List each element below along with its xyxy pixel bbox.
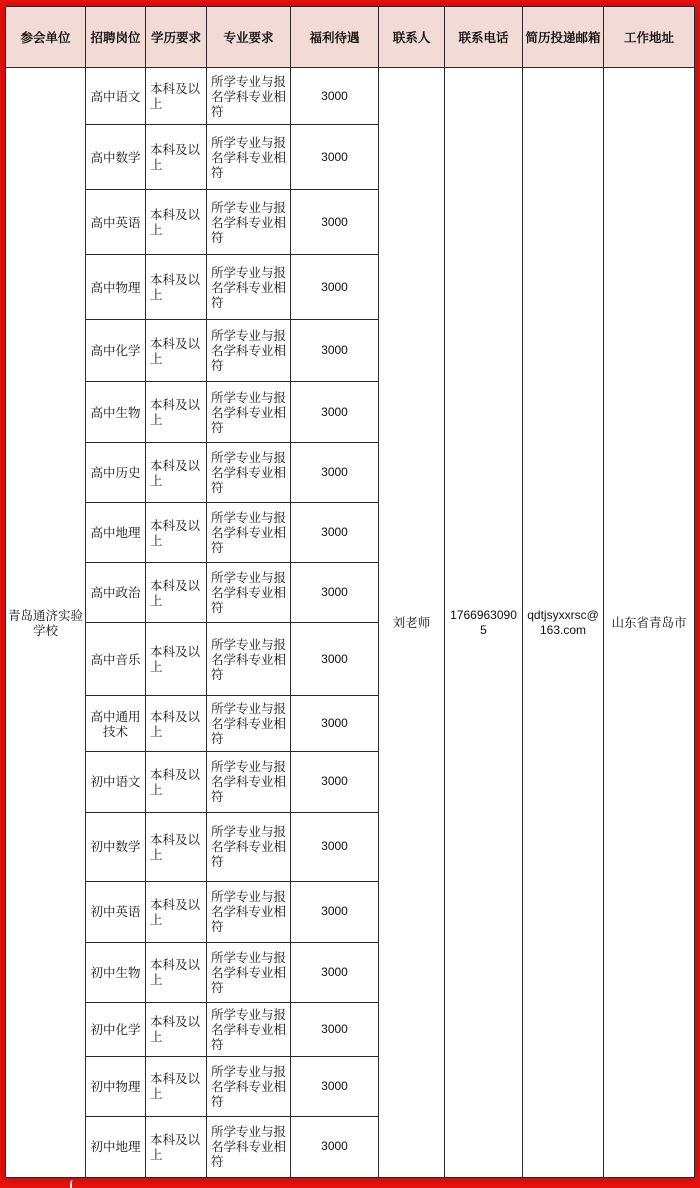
header-unit: 参会单位	[6, 7, 86, 68]
address-cell: 山东省青岛市	[604, 68, 695, 1178]
salary-cell: 3000	[291, 1002, 379, 1056]
major-cell: 所学专业与报名学科专业相符	[207, 1116, 291, 1177]
header-position: 招聘岗位	[86, 7, 146, 68]
major-cell: 所学专业与报名学科专业相符	[207, 125, 291, 190]
header-contact: 联系人	[379, 7, 445, 68]
salary-cell: 3000	[291, 68, 379, 125]
education-cell: 本科及以上	[146, 255, 207, 320]
salary-cell: 3000	[291, 1116, 379, 1177]
position-cell: 初中地理	[86, 1116, 146, 1177]
salary-cell: 3000	[291, 125, 379, 190]
decorative-mark	[70, 1180, 75, 1188]
salary-cell: 3000	[291, 190, 379, 255]
salary-cell: 3000	[291, 751, 379, 812]
major-cell: 所学专业与报名学科专业相符	[207, 623, 291, 696]
position-cell: 初中物理	[86, 1056, 146, 1116]
position-cell: 高中数学	[86, 125, 146, 190]
table-body	[6, 68, 695, 1178]
salary-cell: 3000	[291, 382, 379, 443]
salary-cell: 3000	[291, 320, 379, 382]
header-education: 学历要求	[146, 7, 207, 68]
recruitment-sheet	[5, 6, 694, 1178]
major-cell: 所学专业与报名学科专业相符	[207, 812, 291, 881]
education-cell: 本科及以上	[146, 443, 207, 503]
major-cell: 所学专业与报名学科专业相符	[207, 1002, 291, 1056]
position-cell: 高中历史	[86, 443, 146, 503]
education-cell: 本科及以上	[146, 125, 207, 190]
position-cell: 高中化学	[86, 320, 146, 382]
major-cell: 所学专业与报名学科专业相符	[207, 382, 291, 443]
position-cell: 初中语文	[86, 751, 146, 812]
position-cell: 高中地理	[86, 503, 146, 563]
education-cell: 本科及以上	[146, 320, 207, 382]
education-cell: 本科及以上	[146, 1056, 207, 1116]
education-cell: 本科及以上	[146, 503, 207, 563]
header-salary: 福利待遇	[291, 7, 379, 68]
salary-cell: 3000	[291, 623, 379, 696]
salary-cell: 3000	[291, 696, 379, 751]
major-cell: 所学专业与报名学科专业相符	[207, 1056, 291, 1116]
major-cell: 所学专业与报名学科专业相符	[207, 443, 291, 503]
education-cell: 本科及以上	[146, 1002, 207, 1056]
position-cell: 初中生物	[86, 942, 146, 1002]
salary-cell: 3000	[291, 812, 379, 881]
major-cell: 所学专业与报名学科专业相符	[207, 881, 291, 942]
major-cell: 所学专业与报名学科专业相符	[207, 255, 291, 320]
major-cell: 所学专业与报名学科专业相符	[207, 942, 291, 1002]
major-cell: 所学专业与报名学科专业相符	[207, 190, 291, 255]
position-cell: 高中通用技术	[86, 696, 146, 751]
header-email: 简历投递邮箱	[523, 7, 604, 68]
contact-cell: 刘老师	[379, 68, 445, 1178]
education-cell: 本科及以上	[146, 68, 207, 125]
major-cell: 所学专业与报名学科专业相符	[207, 503, 291, 563]
education-cell: 本科及以上	[146, 563, 207, 623]
position-cell: 高中英语	[86, 190, 146, 255]
header-row	[6, 7, 695, 68]
major-cell: 所学专业与报名学科专业相符	[207, 751, 291, 812]
email-cell[interactable]: qdtjsyxxrsc@163.com	[523, 68, 604, 1178]
header-major: 专业要求	[207, 7, 291, 68]
education-cell: 本科及以上	[146, 751, 207, 812]
position-cell: 高中物理	[86, 255, 146, 320]
major-cell: 所学专业与报名学科专业相符	[207, 68, 291, 125]
position-cell: 高中语文	[86, 68, 146, 125]
salary-cell: 3000	[291, 255, 379, 320]
position-cell: 高中音乐	[86, 623, 146, 696]
salary-cell: 3000	[291, 942, 379, 1002]
position-cell: 初中英语	[86, 881, 146, 942]
position-cell: 高中政治	[86, 563, 146, 623]
unit-cell: 青岛通济实验学校	[6, 68, 86, 1178]
education-cell: 本科及以上	[146, 1116, 207, 1177]
education-cell: 本科及以上	[146, 942, 207, 1002]
education-cell: 本科及以上	[146, 190, 207, 255]
salary-cell: 3000	[291, 1056, 379, 1116]
salary-cell: 3000	[291, 563, 379, 623]
major-cell: 所学专业与报名学科专业相符	[207, 696, 291, 751]
education-cell: 本科及以上	[146, 623, 207, 696]
major-cell: 所学专业与报名学科专业相符	[207, 563, 291, 623]
education-cell: 本科及以上	[146, 696, 207, 751]
recruitment-table	[5, 6, 695, 1178]
position-cell: 初中数学	[86, 812, 146, 881]
education-cell: 本科及以上	[146, 382, 207, 443]
table-row	[6, 68, 695, 125]
salary-cell: 3000	[291, 881, 379, 942]
education-cell: 本科及以上	[146, 881, 207, 942]
position-cell: 高中生物	[86, 382, 146, 443]
header-phone: 联系电话	[445, 7, 523, 68]
major-cell: 所学专业与报名学科专业相符	[207, 320, 291, 382]
position-cell: 初中化学	[86, 1002, 146, 1056]
header-address: 工作地址	[604, 7, 695, 68]
phone-cell[interactable]: 17669630905	[445, 68, 523, 1178]
salary-cell: 3000	[291, 443, 379, 503]
education-cell: 本科及以上	[146, 812, 207, 881]
salary-cell: 3000	[291, 503, 379, 563]
